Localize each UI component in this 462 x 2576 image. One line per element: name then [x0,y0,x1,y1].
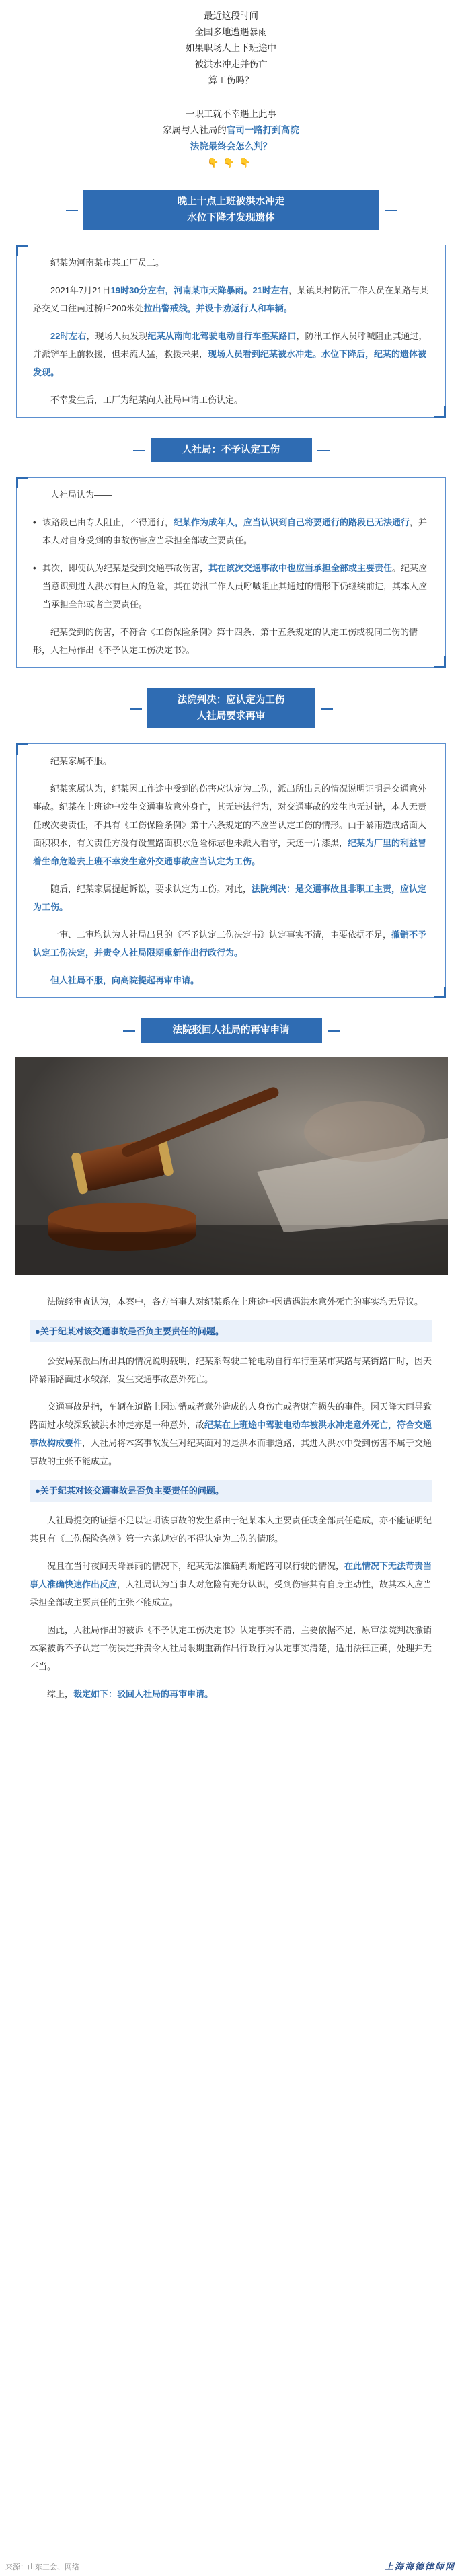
gavel-photo [15,1057,448,1275]
intro-line: 一职工就不幸遇上此事 [186,109,276,119]
source-label: 来源：山东工会、网络 [5,2563,79,2571]
list-item: • 该路段已由专人阻止，不得通行，纪某作为成年人，应当认识到自己将要通行的路段已无法通行，并本人对自身受到的事故伤害应当承担全部或主要责任。 [33,517,428,545]
paragraph: 交通事故是指，车辆在道路上因过错或者意外造成的人身伤亡或者财产损失的事件。因天降大雨导致路面过水较深致被洪水冲走亦是一种意外，故纪某在上班途中驾驶电动车被洪水冲走意外死亡，符合交通事故构成要件，人社局将本案事故发生对纪某面对的是洪水而非道路，其进入洪水中受到伤害不属于交通事故的主张不能成立。 [30,1402,432,1466]
section-title-4: 法院驳回人社局的再审申请 [141,1018,322,1043]
paragraph: 但人社局不服，向高院提起再审申请。 [50,975,200,985]
intro-line: 被洪水冲走并伤亡 [194,59,268,69]
paragraph: 纪某家属认为，纪某因工作途中受到的伤害应认定为工伤，派出所出具的情况说明证明是交通意外事故。纪某在上班途中发生交通事故意外身亡，其无违法行为，对交通事故的发生也无过错，本人无责任或次要责任，不具有《工伤保险条例》第十六条规定的不应当认定工伤的情形。由于暴雨造成路面大面积积水，有关责任方没有设置路面积水危险标志也未派人看守，天还一片漆黑，纪某为厂里的利益冒着生命危险去上班不幸发生意外交通事故应当认定为工伤。 [33,784,427,866]
paragraph: 随后，纪某家属提起诉讼，要求认定为工伤。对此，法院判决：是交通事故且非职工主责，应认定为工伤。 [33,884,427,912]
pointing-down-icon: 👇👇👇 [207,157,255,168]
judgment-text [16,1293,446,1703]
intro-line: 全国多地遭遇暴雨 [194,27,268,37]
paragraph: 纪某受到的伤害，不符合《工伤保险条例》第十四条、第十五条规定的认定工伤或视同工伤的情形，人社局作出《不予认定工伤决定书》。 [33,627,418,655]
intro-block [0,0,462,171]
paragraph: 人社局提交的证据不足以证明该事故的发生系由于纪某本人主要责任或全部责任造成，亦不能证明纪某具有《工伤保险条例》第十六条规定的不得认定为工伤的情形。 [30,1515,432,1544]
court-box [16,743,446,998]
gavel-icon [15,1057,448,1275]
question-heading: ●关于纪某对该交通事故是否负主要责任的问题。 [30,1320,432,1342]
paragraph: 公安局某派出所出具的情况说明载明，纪某系驾驶二轮电动自行车行至某市某路与某街路口时，因天降暴雨路面过水较深，发生交通事故意外死亡。 [30,1356,432,1384]
bureau-box [16,477,446,668]
intro-line: 家属与人社局的官司一路打到高院 [163,125,299,135]
section-title-2: 人社局：不予认定工伤 [151,438,312,462]
paragraph: 法院经审查认为，本案中，各方当事人对纪某系在上班途中因遭遇洪水意外死亡的事实均无异议。 [47,1297,424,1307]
section-title-3: 法院判决：应认定为工伤 人社局要求再审 [147,688,315,728]
intro-line: 如果职场人上下班途中 [186,43,276,53]
paragraph: 2021年7月21日19时30分左右，河南某市天降暴雨。21时左右，某镇某村防汛工作人员在某路与某路交叉口往南过桥后200米处拉出警戒线，并设卡劝返行人和车辆。 [33,285,429,313]
intro-question: 法院最终会怎么判？ [190,141,272,151]
intro-line: 算工伤吗？ [208,75,254,85]
paragraph: 纪某家属不服。 [50,756,112,766]
footer [0,2556,462,2576]
paragraph: 不幸发生后，工厂为纪某向人社局申请工伤认定。 [50,395,243,405]
paragraph: 人社局认为—— [50,490,112,500]
intro-line: 最近这段时间 [204,11,258,21]
paragraph: 纪某为河南某市某工厂员工。 [50,258,165,268]
intro-highlight: 官司一路打到高院 [226,125,299,135]
paragraph: 综上，裁定如下：驳回人社局的再审申请。 [47,1689,214,1699]
site-logo[interactable]: 上海海德律师网 [384,2561,455,2571]
paragraph: 因此，人社局作出的被诉《不予认定工伤决定书》认定事实不清，主要依据不足，原审法院判决撤销本案被诉不予认定工伤决定并责令人社局限期重新作出行政行为认定事实清楚，适用法律正确，处理并无不当。 [30,1625,432,1671]
paragraph: 一审、二审均认为人社局出具的《不予认定工伤决定书》认定事实不清，主要依据不足，撤销不予认定工伤决定，并责令人社局限期重新作出行政行为。 [33,930,427,958]
paragraph: 况且在当时夜间天降暴雨的情况下，纪某无法准确判断道路可以行驶的情况，在此情况下无法苛责当事人准确快速作出反应，人社局认为当事人对危险有充分认识，受到伤害其有自身主动性，故其本人应当承担全部或主要责任的主张不能成立。 [30,1561,432,1607]
incident-box [16,245,446,418]
list-item: • 其次，即使认为纪某是受到交通事故伤害，其在该次交通事故中也应当承担全部或主要责任。纪某应当意识到进入洪水有巨大的危险，其在防汛工作人员呼喊阻止其通过的情形下仍继续前进，其本人应当承担全部或者主要责任。 [33,563,428,609]
section-title-1: 晚上十点上班被洪水冲走 水位下降才发现遗体 [83,190,379,230]
question-heading: ●关于纪某对该交通事故是否负主要责任的问题。 [30,1480,432,1502]
paragraph: 22时左右，现场人员发现纪某从南向北驾驶电动自行车至某路口，防汛工作人员呼喊阻止其通过，并派铲车上前救援，但未流大猛，救援未果，现场人员看到纪某被水冲走。水位下降后，纪某的遗体被发现。 [33,331,428,377]
